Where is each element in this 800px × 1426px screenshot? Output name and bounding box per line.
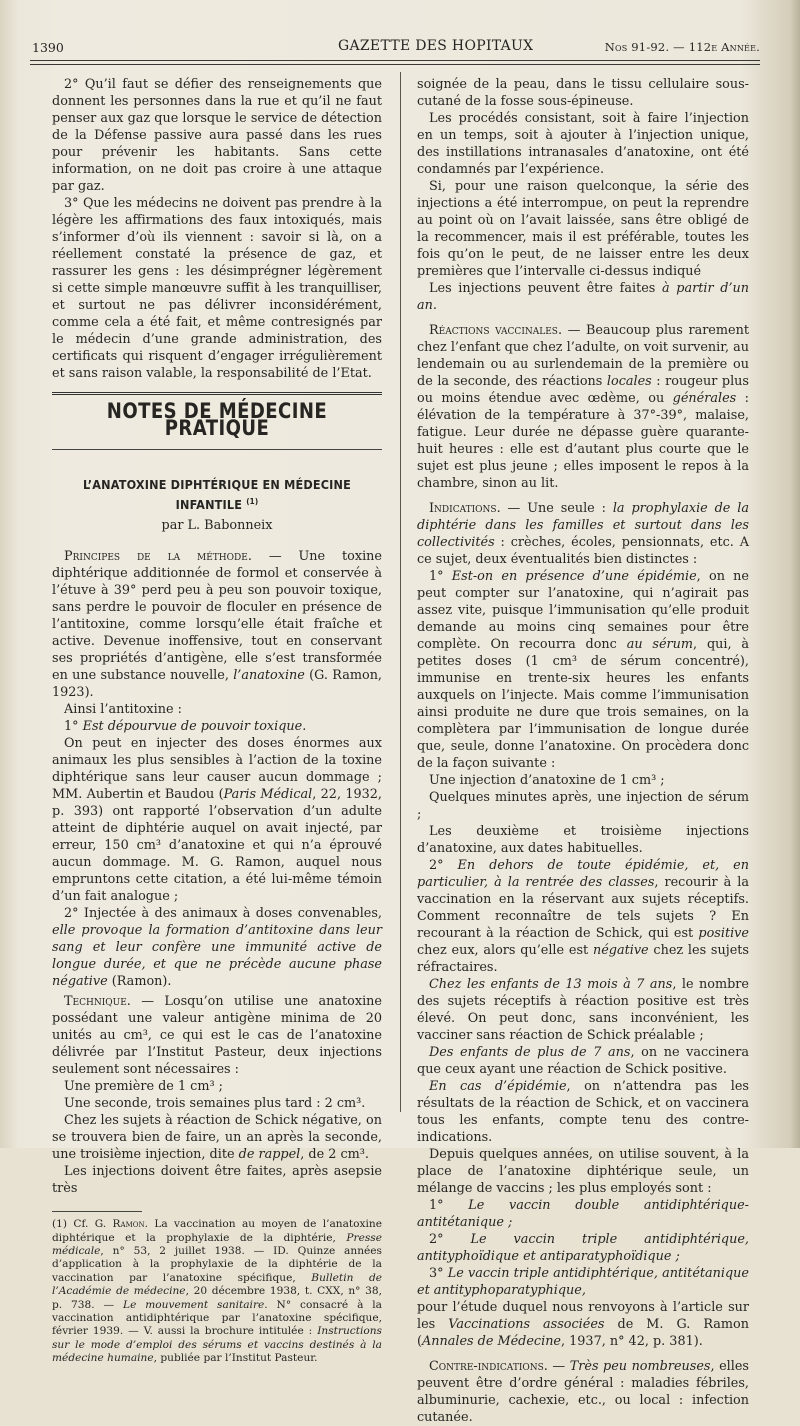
paragraph: soignée de la peau, dans le tissu cellulaire sous-cutané de la fosse sous-épineuse.: [417, 77, 749, 109]
column-divider: [400, 72, 401, 1112]
list-item: 2° En dehors de toute épidémie, et, en particulier, à la rentrée des classes, recourir à la vaccination en la réservant aux sujets réceptifs. Comment reconnaître de tels sujets ? En recourant à la réaction de Schick, qui est positive chez eux, alors qu’elle est négative chez les sujets réfractaires.: [417, 858, 749, 975]
right-column: [417, 76, 749, 1426]
list-item: Quelques minutes après, une injection de sérum ;: [417, 790, 749, 822]
paragraph: Principes de la méthode. — Une toxine diphtérique additionnée de formol et conservée à l’étuve à 39° perd peu à peu son pouvoir toxique, sans perdre le pouvoir de floculer en présence de l’antitoxine, comme lorsqu’elle était fraîche et active. Devenue inoffensive, tout en conservant ses propriétés d’antigène, elle s’est transformée en une substance nouvelle, l’anatoxine (G. Ramon, 1923).: [52, 549, 383, 701]
list-item: Une seconde, trois semaines plus tard : 2 cm³.: [64, 1096, 366, 1112]
paragraph: Contre-indications. — Très peu nombreuses, elles peuvent être d’ordre général : maladies fébriles, albuminurie, cachexie, etc., ou local : infection cutanée.: [417, 1359, 749, 1425]
header-rule-top: [30, 60, 760, 61]
article-title: L’ANATOXINE DIPHTÉRIQUE EN MÉDECINE INFANTILE $^{(1)}$: [82, 477, 351, 513]
list-item: Les deuxième et troisième injections d’anatoxine, aux dates habituelles.: [417, 824, 749, 856]
section-title: NOTES DE MÉDECINE PRATIQUE: [106, 399, 328, 440]
paragraph: Des enfants de plus de 7 ans, on ne vaccinera que ceux ayant une réaction de Schick positive.: [417, 1045, 749, 1077]
footnote: (1) Cf. G. Ramon. La vaccination au moyen de l’anatoxine diphtérique et la prophylaxie de la diphtérie, Presse médicale, n° 53, 2 juillet 1938. — ID. Quinze années d’application à la prophylaxie de la diphtérie de la vaccination par l’anatoxine spécifique, Bulletin de l’Académie de médecine, 20 décembre 1938, t. CXX, n° 38, p. 738. — Le mouvement sanitaire. N° consacré à la vaccination antidiphtérique par l’anatoxine spécifique, février 1939. — V. aussi la brochure intitulée : Instructions sur le mode d’emploi des sérums et vaccins destinés à la médecine humaine, publiée par l’Institut Pasteur.: [52, 1218, 382, 1365]
list-item: Une première de 1 cm³ ;: [64, 1079, 223, 1095]
paragraph: En cas d’épidémie, on n’attendra pas les résultats de la réaction de Schick, et on vaccinera tous les enfants, compte tenu des contre-indications.: [417, 1079, 749, 1145]
paragraph: pour l’étude duquel nous renvoyons à l’article sur les Vaccinations associées de M. G. Ramon (Annales de Médecine, 1937, n° 42, p. 381).: [417, 1300, 749, 1349]
paragraph: Technique. — Losqu’on utilise une anatoxine possédant une valeur antigène minima de 20 unités au cm³, ce qui est le cas de l’anatoxine délivrée par l’Institut Pasteur, deux injections seulement sont nécessaires :: [52, 994, 382, 1078]
paragraph: Si, pour une raison quelconque, la série des injections a été interrompue, on peut la reprendre au point où on l’avait laissée, sans être obligé de la recommencer, mais il est préférable, toutes les fois qu’on le peut, de ne laisser entre les deux premières que l’intervalle ci-dessus indiqué: [417, 179, 749, 279]
footnote-rule: [52, 1211, 142, 1212]
header-rule-bottom: [30, 64, 760, 65]
list-item: 1° Le vaccin double antidiphtérique-antitétanique ;: [417, 1198, 749, 1230]
section-rule: [52, 392, 382, 395]
paragraph: Indications. — Une seule : la prophylaxie de la diphtérie dans les familles et surtout dans les collectivités : crèches, écoles, pensionnats, etc. A ce sujet, deux éventualités bien distinctes :: [417, 501, 749, 567]
paragraph: Les injections doivent être faites, après asepsie très: [52, 1164, 382, 1197]
left-column: [52, 76, 382, 1366]
list-item: 1° Est-on en présence d’une épidémie, on ne peut compter sur l’anatoxine, qui n’agirait pas assez vite, puisque l’immunisation qu’elle produit demande au moins cinq semaines pour être complète. On recourra donc au sérum, qui, à petites doses (1 cm³ de sérum concentré), immunise en trente-six heures les enfants auxquels on l’injecte. Mais comme l’immunisation ainsi produite ne dure que trois semaines, on la complètera par l’immunisation de longue durée que, seule, donne l’anatoxine. On procèdera donc de la façon suivante :: [417, 569, 750, 771]
paragraph: Chez les enfants de 13 mois à 7 ans, le nombre des sujets réceptifs à réaction positive est très élevé. On peut donc, sans inconvénient, les vacciner sans réaction de Schick préalable ;: [417, 977, 749, 1043]
paragraph: 3° Que les médecins ne doivent pas prendre à la légère les affirmations des faux intoxiqués, mais s’informer d’où ils viennent : savoir si là, on a réellement constaté la présence de gaz, et rassurer les gens : les désimprégner légèrement si cette simple manœuvre suffit à les tranquilliser, et surtout ne pas délivrer inconsidérément, comme cela a été fait, et même contresignés par le médecin d’une grande administration, des certificats qui risquent d’engager irrégulièrement et sans raison valable, la responsabilité de l’Etat.: [52, 196, 382, 381]
running-header: [24, 38, 764, 58]
paragraph: Les injections peuvent être faites à partir d’un an.: [417, 281, 749, 313]
paragraph: Depuis quelques années, on utilise souvent, à la place de l’anatoxine diphtérique seule, un mélange de vaccins ; les plus employés sont :: [417, 1147, 749, 1196]
list-item: 2° Injectée à des animaux à doses convenables, elle provoque la formation d’antitoxine dans leur sang et leur confère une immunité active de longue durée, et que ne précède aucune phase négative (Ramon).: [52, 906, 382, 990]
paragraph: Les procédés consistant, soit à faire l’injection en un temps, soit à ajouter à l’injection unique, des instillations intranasales d’anatoxine, ont été condamnés par l’expérience.: [417, 111, 749, 177]
paragraph: 2° Qu’il faut se défier des renseignements que donnent les personnes dans la rue et qu’il ne faut penser aux gaz que lorsque le service de détection de la Défense passive aura passé dans les rues pour prévenir les habitants. Sans cette information, on ne doit pas croire à une attaque par gaz.: [52, 77, 382, 194]
article-byline: par L. Babonneix: [161, 518, 273, 534]
paragraph: Ainsi l’antitoxine :: [64, 702, 182, 718]
list-item: 1° Est dépourvue de pouvoir toxique.: [64, 719, 307, 735]
list-item: Une injection d’anatoxine de 1 cm³ ;: [429, 773, 665, 788]
issue-number: Nos 91-92. — 112e Année.: [604, 40, 760, 54]
paragraph: Chez les sujets à réaction de Schick négative, on se trouvera bien de faire, un an après la seconde, une troisième injection, dite de rappel, de 2 cm³.: [52, 1113, 382, 1163]
page-number: 1390: [32, 40, 64, 55]
list-item: 2° Le vaccin triple antidiphtérique, antityphoïdique et antiparatyphoïdique ;: [417, 1232, 749, 1264]
journal-title: GAZETTE DES HOPITAUX: [338, 38, 534, 54]
paragraph: Réactions vaccinales. — Beaucoup plus rarement chez l’enfant que chez l’adulte, on voit survenir, au lendemain ou au surlendemain de la première ou de la seconde, des réactions locales : rougeur plus ou moins étendue avec œdème, ou générales : élévation de la température à 37°-39°, malaise, fatigue. Leur durée ne dépasse guère quarante-huit heures : elle est d’autant plus courte que le sujet est plus jeune ; elles imposent le repos à la chambre, sinon au lit.: [417, 323, 749, 491]
section-rule: [52, 449, 382, 450]
paragraph: On peut en injecter des doses énormes aux animaux les plus sensibles à l’action de la toxine diphtérique sans leur causer aucun dommage ; MM. Aubertin et Baudou (Paris Médical, 22, 1932, p. 393) ont rapporté l’observation d’un adulte atteint de diphtérie auquel on avait injecté, par erreur, 150 cm³ d’anatoxine et qui n’a éprouvé aucun dommage. M. G. Ramon, auquel nous empruntons cette citation, a été lui-même témoin d’un fait analogue ;: [52, 736, 382, 905]
list-item: 3° Le vaccin triple antidiphtérique, antitétanique et antityphoparatyphique,: [417, 1266, 749, 1298]
